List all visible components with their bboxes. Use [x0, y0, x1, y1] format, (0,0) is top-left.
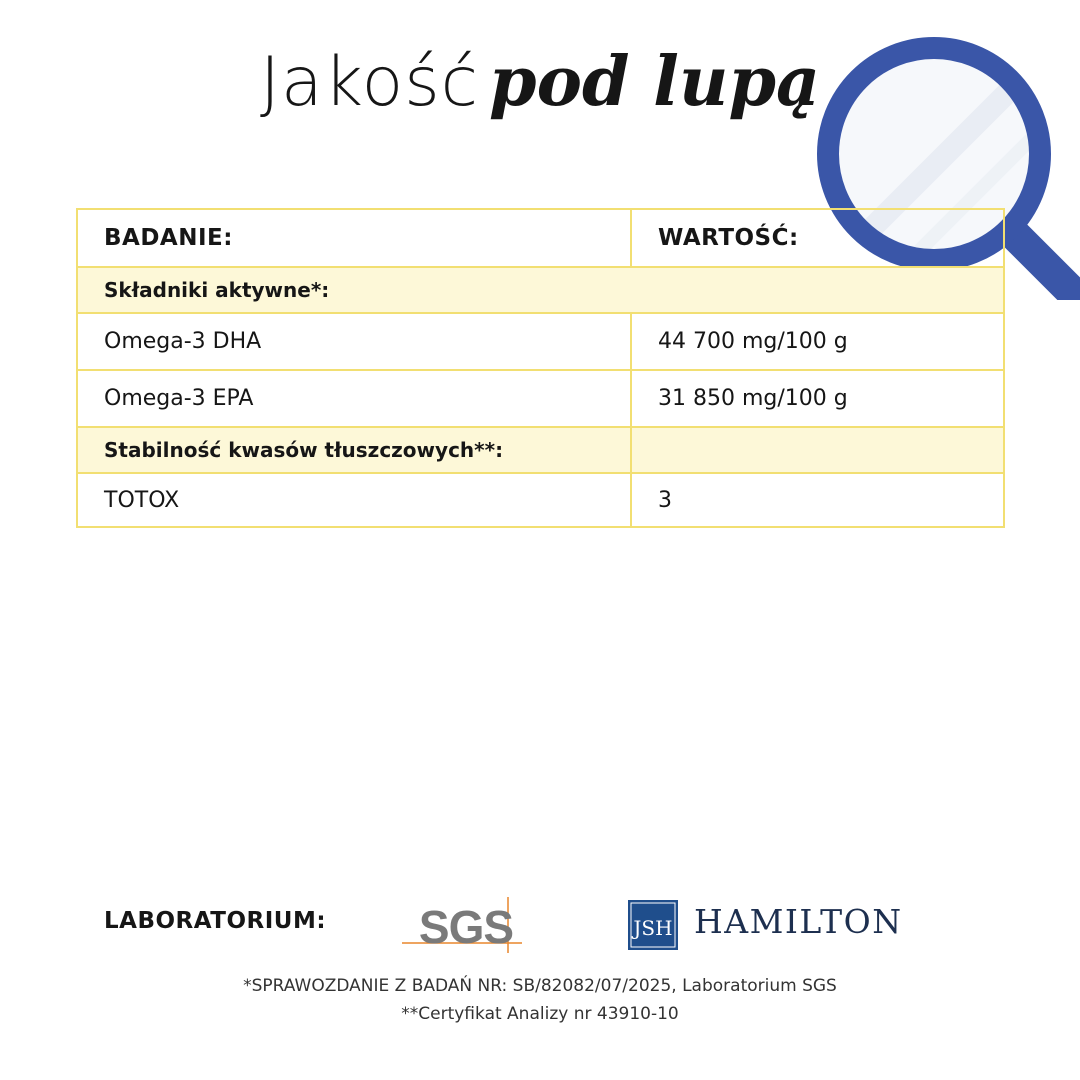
sgs-logo-text: SGS — [418, 901, 514, 953]
footnote-certificate: **Certyfikat Analizy nr 43910-10 — [401, 1004, 679, 1024]
test-name: TOTOX — [77, 473, 631, 527]
page-title-emphasis: pod lupą — [489, 42, 821, 122]
header-test: BADANIE: — [77, 209, 631, 267]
hamilton-mark-text: JSH — [633, 916, 673, 940]
test-value: 31 850 mg/100 g — [631, 370, 1004, 427]
section-row-active-ingredients — [77, 267, 1004, 313]
table-row — [77, 473, 1004, 527]
header-value: WARTOŚĆ: — [631, 209, 1004, 267]
sgs-logo — [400, 895, 526, 955]
section-label-stability: Stabilność kwasów tłuszczowych**: — [77, 427, 631, 473]
table-row — [77, 370, 1004, 427]
laboratory-label: LABORATORIUM: — [104, 908, 327, 934]
table-row — [77, 313, 1004, 370]
test-value: 3 — [631, 473, 1004, 527]
test-name: Omega-3 EPA — [77, 370, 631, 427]
section-label-active: Składniki aktywne*: — [77, 267, 1004, 313]
results-table — [76, 208, 1005, 528]
page-title-regular: Jakość — [259, 43, 480, 122]
test-name: Omega-3 DHA — [77, 313, 631, 370]
test-value: 44 700 mg/100 g — [631, 313, 1004, 370]
table-header-row — [77, 209, 1004, 267]
hamilton-logo-text: HAMILTON — [694, 902, 903, 941]
footnote-report: *SPRAWOZDANIE Z BADAŃ NR: SB/82082/07/2025, Laboratorium SGS — [243, 976, 837, 996]
section-row-stability — [77, 427, 1004, 473]
section-empty-cell — [631, 427, 1004, 473]
